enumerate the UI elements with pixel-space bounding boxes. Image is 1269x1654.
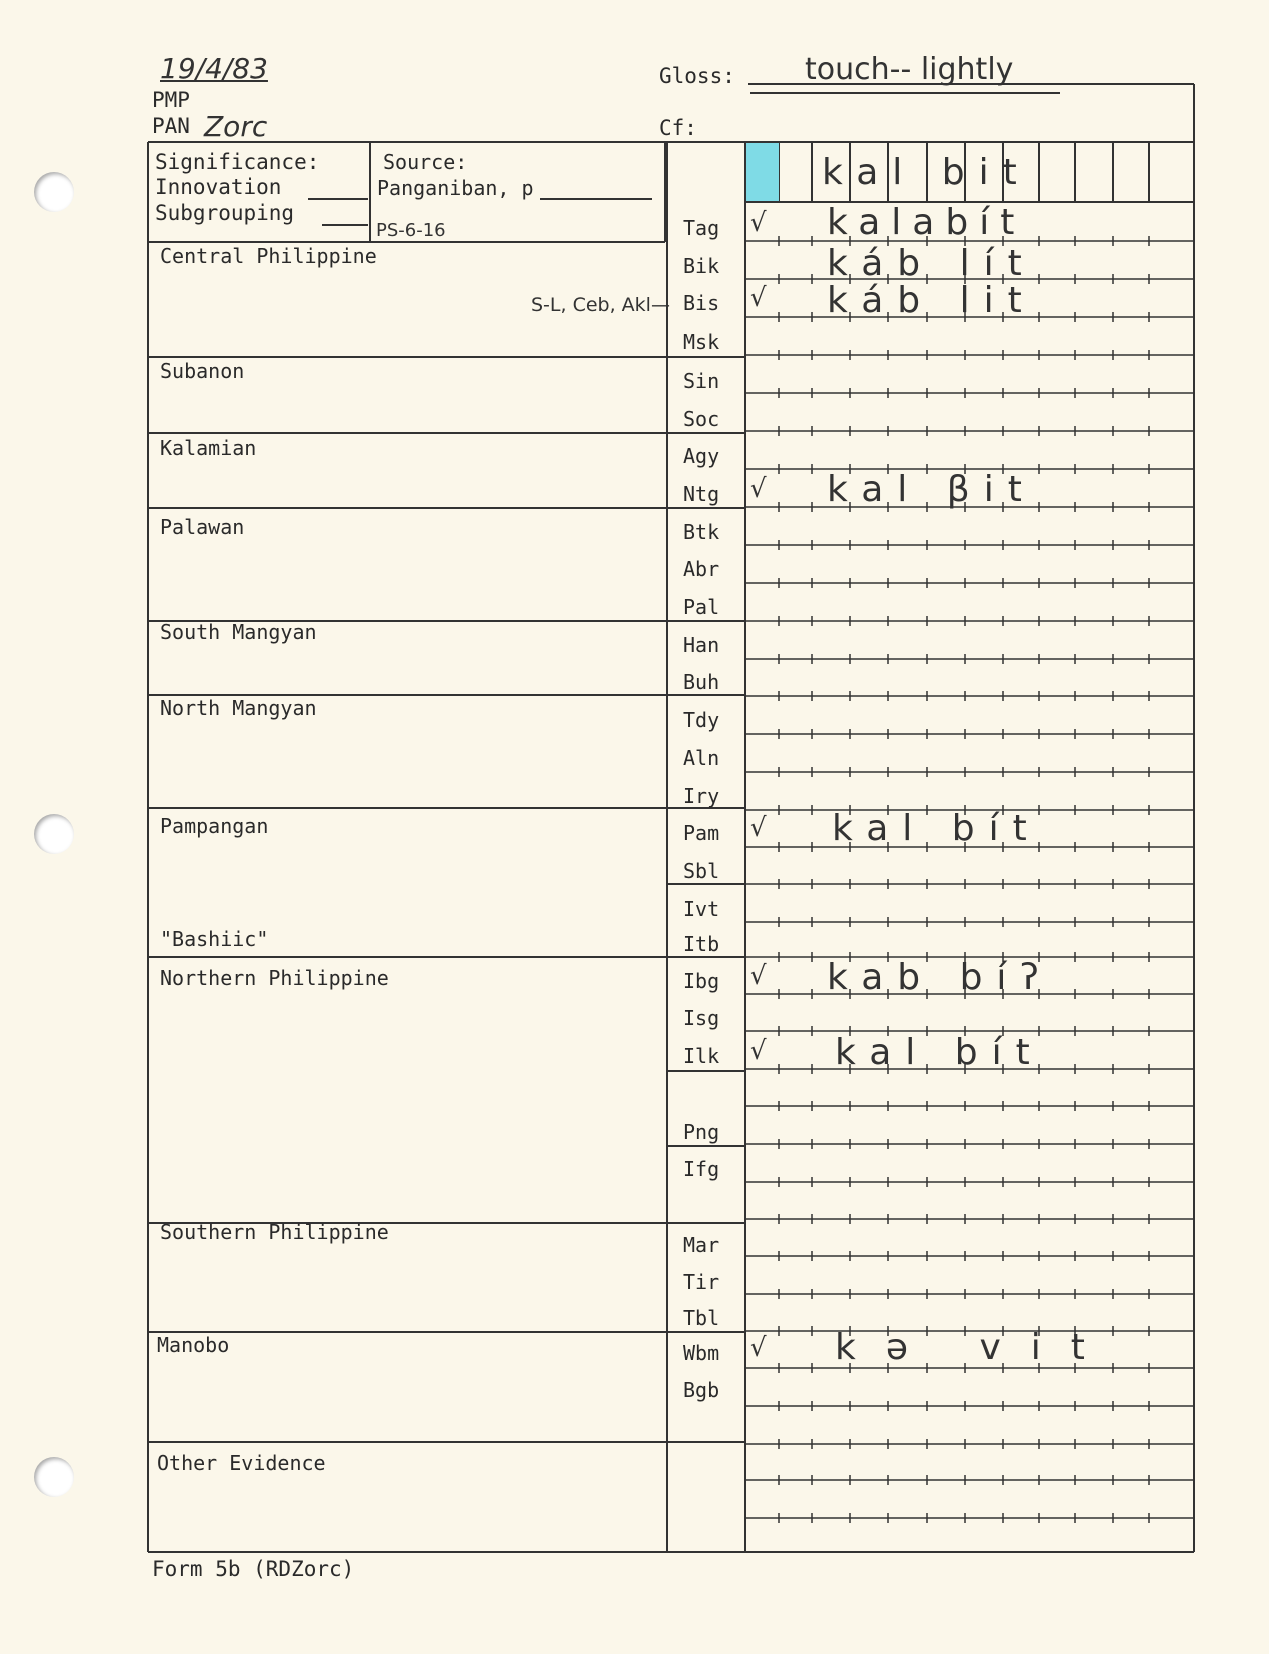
lang-aln: Aln xyxy=(683,746,720,770)
lang-ntg: Ntg xyxy=(683,482,720,506)
date: 19/4/83 xyxy=(160,52,268,85)
gloss-underline xyxy=(750,92,1060,94)
region-subanon: Subanon xyxy=(160,359,245,383)
lang-mar: Mar xyxy=(683,1233,720,1257)
pan-value: Zorc xyxy=(204,110,268,143)
innovation-blank xyxy=(308,198,368,200)
subgrouping-label: Subgrouping xyxy=(155,201,295,225)
region-south-mangyan: South Mangyan xyxy=(160,620,317,644)
region-northern-philippine: Northern Philippine xyxy=(160,966,389,990)
lang-pal: Pal xyxy=(683,595,720,619)
region-kalamian: Kalamian xyxy=(160,436,257,460)
check-mark-ilk: √ xyxy=(750,1036,767,1066)
lang-pam: Pam xyxy=(683,821,720,845)
entry-ilk: kal bít xyxy=(835,1032,1044,1073)
gloss-value: touch-- lightly xyxy=(805,52,1014,87)
entry-pam: kal bít xyxy=(832,808,1041,849)
lang-ibg: Ibg xyxy=(683,969,720,993)
entry-ibg: kab bíʔ xyxy=(827,957,1053,998)
lang-han: Han xyxy=(683,633,720,657)
region-manobo: Manobo xyxy=(157,1333,230,1357)
form-label: Form 5b (RDZorc) xyxy=(152,1557,355,1581)
region-southern-philippine: Southern Philippine xyxy=(160,1220,389,1244)
check-mark-pam: √ xyxy=(750,813,767,843)
lang-btk: Btk xyxy=(683,520,720,544)
check-mark-bis: √ xyxy=(750,283,767,313)
pan-label: PAN xyxy=(152,114,190,138)
source-page-blank xyxy=(540,198,652,200)
lang-itb: Itb xyxy=(683,932,720,956)
lang-msk: Msk xyxy=(683,330,720,354)
entry-bik: káb lít xyxy=(827,243,1036,284)
lang-tir: Tir xyxy=(683,1270,720,1294)
lang-buh: Buh xyxy=(683,670,720,694)
lang-tdy: Tdy xyxy=(683,708,720,732)
lang-ilk: Ilk xyxy=(683,1044,720,1068)
source-value: Panganiban, p xyxy=(377,176,534,200)
region-north-mangyan: North Mangyan xyxy=(160,696,317,720)
region-other-evidence: Other Evidence xyxy=(157,1451,326,1475)
region-palawan: Palawan xyxy=(160,515,245,539)
lang-png: Png xyxy=(683,1120,720,1144)
entry-wbm: kə vit xyxy=(835,1327,1115,1368)
region-central-philippine: Central Philippine xyxy=(160,244,377,268)
check-mark-tag: √ xyxy=(750,208,767,238)
bis-note: S-L, Ceb, Akl— xyxy=(531,294,670,316)
source-title: Source: xyxy=(383,150,468,174)
entry-ntg: kal βit xyxy=(827,469,1036,510)
lang-iry: Iry xyxy=(683,784,720,808)
gloss-label: Gloss: xyxy=(659,64,735,88)
region-bashiic: "Bashiic" xyxy=(160,927,269,951)
check-mark-ntg: √ xyxy=(750,474,767,504)
innovation-label: Innovation xyxy=(155,175,282,199)
lang-tag: Tag xyxy=(683,216,720,240)
lang-abr: Abr xyxy=(683,557,720,581)
lang-wbm: Wbm xyxy=(683,1341,720,1365)
lang-agy: Agy xyxy=(683,444,720,468)
pmp-label: PMP xyxy=(152,88,190,112)
reconstruction-form: kal bit xyxy=(822,152,1031,193)
lang-tbl: Tbl xyxy=(683,1306,720,1330)
check-mark-wbm: √ xyxy=(750,1333,767,1363)
lang-ivt: Ivt xyxy=(683,897,720,921)
region-pampangan: Pampangan xyxy=(160,814,269,838)
lang-bik: Bik xyxy=(683,254,720,278)
check-mark-ibg: √ xyxy=(750,961,767,991)
lang-sin: Sin xyxy=(683,369,720,393)
entry-bis: káb lit xyxy=(827,280,1036,321)
lang-ifg: Ifg xyxy=(683,1157,720,1181)
lang-isg: Isg xyxy=(683,1006,720,1030)
subgrouping-blank xyxy=(322,224,368,226)
significance-title: Significance: xyxy=(155,150,320,174)
entry-tag: kalabít xyxy=(827,202,1026,243)
lang-sbl: Sbl xyxy=(683,859,720,883)
source-code: PS-6-16 xyxy=(376,220,446,241)
lang-bis: Bis xyxy=(683,291,720,315)
cf-label: Cf: xyxy=(659,116,697,140)
lang-bgb: Bgb xyxy=(683,1378,720,1402)
lang-soc: Soc xyxy=(683,407,720,431)
